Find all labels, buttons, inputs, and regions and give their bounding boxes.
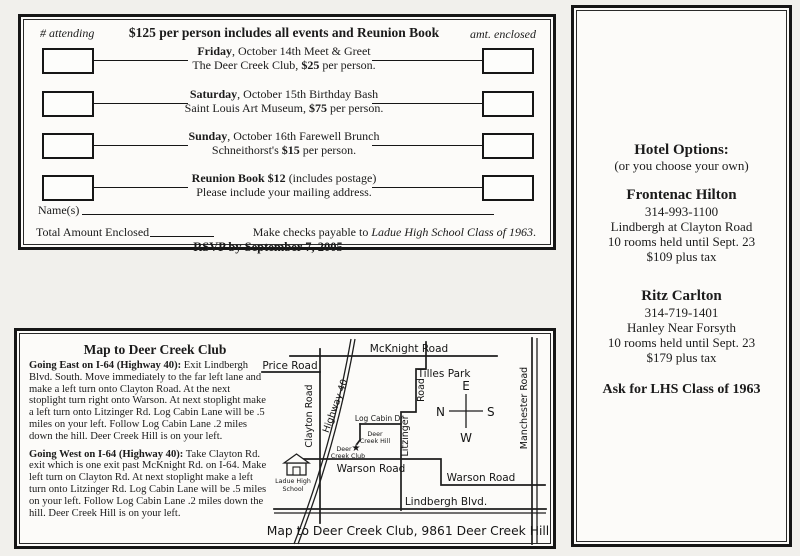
attending-box: [42, 48, 94, 74]
connector-line: [372, 103, 482, 104]
hotel-options-subtitle: (or you choose your own): [614, 158, 749, 173]
compass-south: S: [487, 405, 495, 419]
amount-box: [482, 133, 534, 159]
event-saturday: [134, 88, 434, 115]
hotel-hold: 10 rooms held until Sept. 23: [607, 234, 756, 249]
payee-name: Ladue High School Class of 1963: [371, 225, 533, 239]
lindbergh-blvd-label: Lindbergh Blvd.: [404, 496, 488, 508]
compass-east: E: [462, 379, 470, 393]
event-price: $15: [281, 142, 300, 157]
attending-box: [42, 91, 94, 117]
deer-creek-club-label-1: Deer: [336, 446, 352, 453]
rsvp-form-panel: [18, 14, 556, 254]
hotel-frontenac-hilton: [577, 187, 786, 264]
connector-line: [372, 145, 482, 146]
amount-column-label: amt. enclosed: [470, 27, 536, 41]
deer-creek-hill-label-1: Deer: [367, 431, 383, 438]
ladue-high-school-label-1: Ladue High: [275, 478, 311, 485]
amount-box: [482, 48, 534, 74]
attending-box: [42, 175, 94, 201]
checks-pre: Make checks payable to: [252, 225, 372, 239]
warson-road-label-2: Warson Road: [446, 472, 516, 484]
event-detail: (includes postage): [285, 171, 377, 185]
map-caption: Map to Deer Creek Club, 9861 Deer Creek Hill: [266, 524, 550, 538]
deer-creek-hill-label-2: Creek Hill: [359, 438, 391, 445]
highway-40-label: Highway 40: [320, 377, 351, 435]
hotel-hold: 10 rooms held until Sept. 23: [607, 335, 756, 350]
event-venue: Please include your mailing address.: [196, 184, 372, 199]
directions-east-heading: Going East on I-64 (Highway 40):: [29, 360, 182, 371]
connector-line: [372, 60, 482, 61]
event-day: Reunion Book $12: [191, 171, 286, 185]
hotel-phone: 314-993-1100: [644, 204, 719, 219]
attending-box: [42, 133, 94, 159]
names-label: Name(s): [38, 203, 80, 217]
directions-east: [29, 360, 269, 443]
directions-west-body: Take Clayton Rd. exit which is one exit past McKnight Rd. on I-64. Make left turn on Clayton Rd. At next stoplight make a left turn onto Litzinger Rd. Log Cabin Lane will be .5 miles on your left. Follow Log Cabin Lane .2 miles down the hill. Deer Creek Hill is on your left.: [29, 448, 267, 519]
directions-west: [29, 449, 269, 520]
amount-box: [482, 175, 534, 201]
event-price: $75: [309, 100, 327, 115]
hotel-location: Hanley Near Forsyth: [626, 320, 737, 335]
school-house-icon: [284, 454, 309, 475]
map-title: Map to Deer Creek Club: [83, 342, 227, 357]
litzinger-road-word1-label: Litzinger: [400, 415, 411, 457]
total-write-line: [150, 236, 214, 237]
hotel-ritz-carlton: [577, 288, 786, 365]
hotel-panel-border: [576, 10, 787, 542]
price-road-label: Price Road: [262, 360, 318, 372]
amount-box: [482, 91, 534, 117]
hotel-options-title: Hotel Options:: [634, 142, 729, 158]
deer-creek-club-star-icon: ★: [351, 443, 361, 454]
hotel-location: Lindbergh at Clayton Road: [610, 219, 753, 234]
rsvp-deadline: RSVP by September 7, 2005: [193, 240, 343, 254]
event-detail: , October 16th Farewell Brunch: [227, 129, 380, 143]
event-day: Sunday: [188, 129, 228, 143]
compass-north: N: [436, 405, 445, 419]
names-write-line: [82, 214, 494, 215]
hand-drawn-map: [260, 334, 550, 545]
hotel-options-header: [577, 143, 786, 173]
hotel-phone: 314-719-1401: [644, 305, 719, 320]
manchester-road-label: Manchester Road: [519, 366, 530, 450]
checks-post: .: [533, 225, 536, 239]
log-cabin-dr-label: Log Cabin Dr.: [354, 414, 406, 423]
directions-east-body: Exit Lindbergh Blvd. South. Move immediately to the far left lane and make a left turn onto Clayton Road. At the next stoplight turn right onto Warson. At next stoplight make a left turn onto Litzinger Rd. Log Cabin Lane will be .5 miles on your left. Follow Log Cabin Lane .2 miles down the hill. Deer Creek Hill is on your left.: [29, 360, 267, 442]
event-venue: The Deer Creek Club,: [192, 57, 302, 72]
tilles-park-label: Tilles Park: [417, 368, 471, 380]
event-per: per person.: [299, 142, 357, 157]
driving-directions: [29, 360, 269, 525]
hotel-rate: $179 plus tax: [646, 350, 717, 365]
ask-for-class-note: Ask for LHS Class of 1963: [602, 382, 761, 397]
event-detail: , October 15th Birthday Bash: [237, 87, 379, 101]
hotel-name: Ritz Carlton: [641, 288, 722, 304]
warson-road-label-1: Warson Road: [336, 463, 406, 475]
deer-creek-club-label-2: Creek Club: [330, 453, 366, 460]
connector-line: [372, 187, 482, 188]
compass-rose: [436, 379, 495, 445]
event-venue: Saint Louis Art Museum,: [184, 100, 309, 115]
hotel-name: Frontenac Hilton: [626, 187, 737, 203]
compass-west: W: [460, 431, 472, 445]
total-label: Total Amount Enclosed: [36, 225, 150, 239]
event-price: $25: [301, 57, 320, 72]
event-day: Friday: [197, 44, 233, 58]
event-sunday: [134, 130, 434, 157]
hotel-options-panel: [571, 5, 792, 547]
event-detail: , October 14th Meet & Greet: [232, 44, 371, 58]
event-venue: Schneithorst's: [211, 142, 282, 157]
attending-column-label: # attending: [40, 26, 95, 40]
event-reunion-book: [134, 172, 434, 199]
event-per: per person.: [327, 100, 384, 115]
directions-west-heading: Going West on I-64 (Highway 40):: [29, 448, 184, 460]
map-panel: [14, 328, 556, 549]
clayton-road-label: Clayton Road: [304, 384, 315, 448]
form-header: $125 per person includes all events and Reunion Book: [128, 25, 440, 40]
ladue-high-school-label-2: School: [282, 486, 304, 493]
mcknight-road-label: McKnight Road: [369, 343, 449, 355]
map-panel-border: [19, 333, 551, 544]
rsvp-form-border: [23, 19, 551, 254]
hotel-rate: $109 plus tax: [646, 249, 717, 264]
event-day: Saturday: [189, 87, 238, 101]
checks-payable-note: [253, 225, 536, 240]
litzinger-road-word2-label: Road: [416, 378, 427, 402]
event-per: per person.: [319, 57, 376, 72]
event-friday: [134, 45, 434, 72]
